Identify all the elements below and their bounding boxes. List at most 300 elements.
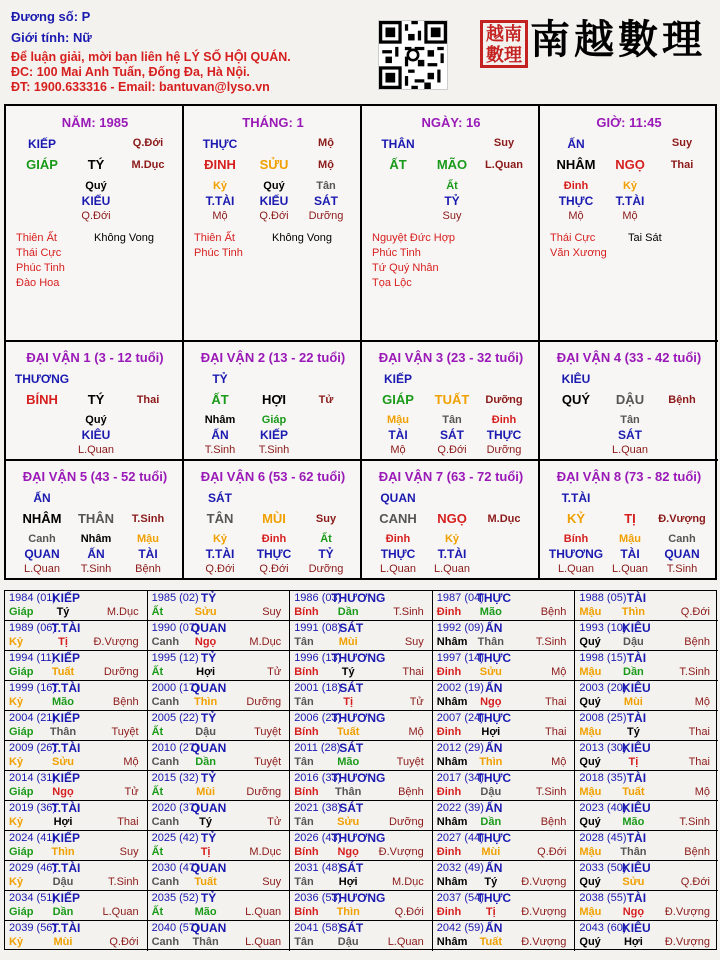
year-cell[interactable] [433,861,576,891]
hidden-phase: Mộ [622,210,638,222]
year-branch: Dậu [480,786,502,798]
star-name: Văn Xương [550,247,607,259]
luck-hidden-god: TỶ [318,547,334,561]
pillar-phase-top: Mộ [318,137,334,149]
year-label: 1991 (08) [294,622,342,634]
star-name: Đào Hoa [16,277,60,289]
year-stem: Kỷ [9,816,24,828]
year-label: 2042 (59) [436,922,484,934]
year-cell[interactable] [433,591,576,621]
star-name: Phúc Tinh [194,247,243,259]
year-phase: Tuyệt [254,726,282,738]
year-cell[interactable] [575,831,718,861]
year-label: 2015 (32) [151,772,199,784]
year-god: T.TÀI [51,741,81,755]
pillar-god: KIẾP [27,137,57,151]
year-label: 1994 (11) [9,652,56,664]
year-cell[interactable] [290,861,433,891]
year-cell[interactable] [575,801,718,831]
year-label: 2016 (33) [294,772,342,784]
hidden-god: TỶ [444,194,460,208]
year-cell[interactable] [5,711,148,741]
year-phase: Bệnh [684,846,710,858]
year-label: 2008 (25) [579,712,627,724]
year-cell[interactable] [433,801,576,831]
year-phase: Bệnh [540,816,567,828]
year-phase: M.Dục [249,846,282,858]
luck-hidden-stem: Canh [28,533,56,545]
year-phase: Mộ [551,666,567,678]
year-phase: L.Quan [387,936,424,948]
year-cell[interactable] [575,591,718,621]
address-line: ĐC: 100 Mai Anh Tuấn, Đống Đa, Hà Nội. [11,65,250,79]
year-label: 2043 (60) [579,922,627,934]
year-stem: Kỷ [9,696,24,708]
pillar-stem: NHÂM [556,157,596,172]
year-god: T.TÀI [51,621,81,635]
year-stem: Ất [151,846,164,858]
year-cell[interactable] [148,681,291,711]
year-cell[interactable] [148,741,291,771]
year-phase: Mộ [408,726,424,738]
year-label: 2030 (47) [151,862,199,874]
luck-phase: Đ.Vượng [658,513,706,525]
luck-phase: M.Dục [487,513,521,525]
hidden-stem: Quý [85,180,107,192]
pillar-stem: ĐINH [204,157,236,172]
year-label: 2001 (18) [294,682,342,694]
luck-hidden-god: SÁT [618,428,642,442]
year-cell[interactable] [148,711,291,741]
year-cell[interactable] [148,891,291,921]
luck-branch: DẬU [615,392,645,407]
year-phase: Tử [267,666,282,678]
year-phase: Tuyệt [254,756,282,768]
luck-stem: NHÂM [22,511,62,526]
pillar-4 [540,106,718,342]
year-cell[interactable] [290,891,433,921]
year-cell[interactable] [433,741,576,771]
year-label: 2033 (50) [579,862,627,874]
year-branch: Tý [199,816,213,828]
luck-stem: GIÁP [382,392,414,407]
star-name: Thiên Ất [16,232,57,244]
year-phase: Đ.Vượng [664,936,710,948]
year-label: 1984 (01) [9,592,57,604]
year-branch: Mùi [196,786,216,798]
luck-hidden-stem: Tân [620,414,640,426]
year-god: T.TÀI [51,861,81,875]
year-god: QUAN [190,741,227,755]
year-god: T.TÀI [51,921,81,935]
year-branch: Mão [194,906,217,918]
year-god: KIẾP [51,591,80,605]
star-name: Tọa Lộc [372,277,412,289]
year-phase: Dưỡng [246,696,282,708]
year-label: 1993 (10) [579,622,627,634]
year-branch: Hợi [53,816,73,828]
year-cell[interactable] [433,621,576,651]
luck-pillar-6[interactable] [184,461,362,579]
year-stem: Tân [294,636,314,648]
year-stem: Ất [151,606,164,618]
year-branch: Dần [337,606,359,618]
pillar-phase: L.Quan [485,159,523,171]
year-cell[interactable] [433,651,576,681]
year-label: 2021 (38) [294,802,342,814]
year-god: KIẾP [51,891,80,905]
hidden-stem: Đinh [563,180,589,192]
year-cell[interactable] [575,771,718,801]
year-phase: M.Dục [106,606,139,618]
year-branch: Dậu [195,726,216,738]
luck-branch: TÝ [87,392,105,407]
year-cell[interactable] [290,621,433,651]
year-god: SÁT [339,801,364,815]
luck-hidden-stem: Đinh [385,533,411,545]
luck-hidden-god: TÀI [620,547,640,561]
hidden-god: SÁT [314,194,338,208]
year-phase: Đ.Vượng [93,636,139,648]
year-cell[interactable] [575,651,718,681]
year-cell[interactable] [290,651,433,681]
luck-hidden-stem: Mậu [137,533,159,545]
luck-pillar-4[interactable] [540,342,718,461]
luck-hidden-phase: L.Quan [23,563,61,575]
year-phase: Thai [688,726,710,738]
year-branch: Hợi [196,666,216,678]
year-god: QUAN [190,801,227,815]
year-cell[interactable] [5,621,148,651]
year-cell[interactable] [290,591,433,621]
year-branch: Dậu [337,936,359,948]
year-phase: M.Dục [249,636,282,648]
year-cell[interactable] [575,741,718,771]
phone-email-line[interactable]: ĐT: 1900.633316 - Email: bantuvan@lyso.vn [11,80,270,94]
year-label: 1992 (09) [436,622,484,634]
year-god: ẤN [485,681,503,695]
year-phase: Đ.Vượng [378,846,424,858]
year-stem: Kỷ [9,756,24,768]
year-stem: Nhâm [436,936,468,948]
year-branch: Mùi [53,936,73,948]
year-cell[interactable] [148,591,291,621]
luck-title: ĐẠI VẬN 6 (53 - 62 tuổi) [200,469,346,484]
year-god: THƯƠNG [331,591,386,605]
year-stem: Bính [294,726,319,738]
luck-hidden-phase: Dưỡng [308,563,344,575]
year-stem: Giáp [9,786,34,798]
year-god: THỰC [476,771,512,785]
year-phase: Thai [117,816,139,828]
hidden-phase: Dưỡng [308,210,344,222]
year-god: T.TÀI [51,681,81,695]
year-cell[interactable] [290,831,433,861]
luck-pillar-5[interactable] [6,461,184,579]
year-label: 2036 (53) [294,892,342,904]
year-stem: Mậu [579,846,602,858]
luck-hidden-phase: L.Quan [611,563,649,575]
luck-hidden-god: THỰC [486,428,522,442]
pillar-phase: M.Dục [131,159,165,171]
year-cell[interactable] [575,621,718,651]
year-branch: Ngọ [480,696,502,708]
year-cell[interactable] [290,801,433,831]
year-cell[interactable] [148,651,291,681]
pillar-title: GIỜ: 11:45 [596,115,662,130]
year-god: THỰC [476,891,512,905]
year-stem: Quý [579,756,601,768]
luck-phase: T.Sinh [131,513,165,525]
year-god: KIÊU [622,621,651,635]
luck-hidden-stem: Tân [442,414,462,426]
year-cell[interactable] [148,801,291,831]
year-phase: T.Sinh [679,666,710,678]
luck-hidden-god: THỰC [380,547,416,561]
year-god: QUAN [190,681,227,695]
year-phase: Q.Đới [537,846,567,858]
year-phase: Suy [262,876,282,888]
year-label: 1999 (16) [9,682,57,694]
year-cell[interactable] [5,921,148,951]
luck-hidden-phase: T.Sinh [666,563,698,575]
year-phase: Suy [404,636,424,648]
year-branch: Ngọ [52,786,74,798]
year-phase: Tử [409,696,424,708]
pillar-phase-top: Q.Đới [132,137,164,149]
luck-hidden-stem: Bính [563,533,589,545]
year-branch: Thân [49,726,77,738]
pillar-phase: Thai [670,159,694,171]
year-stem: Bính [294,786,319,798]
luck-hidden-god: SÁT [440,428,464,442]
pillar-stem: GIÁP [26,157,58,172]
year-god: SÁT [339,621,364,635]
year-cell[interactable] [433,891,576,921]
luck-hidden-stem: Kỷ [444,533,460,545]
year-stem: Mậu [579,606,602,618]
year-cell[interactable] [5,771,148,801]
qr-code-icon[interactable] [378,20,448,90]
year-label: 1995 (12) [151,652,199,664]
year-god: KIÊU [622,741,651,755]
luck-phase: Dưỡng [485,394,523,406]
star-name: Phúc Tinh [372,247,421,259]
year-label: 1985 (02) [151,592,199,604]
luck-pillar-7[interactable] [362,461,540,579]
year-cell[interactable] [290,681,433,711]
year-cell[interactable] [575,681,718,711]
year-cell[interactable] [148,921,291,951]
year-phase: T.Sinh [535,636,567,648]
year-god: TỶ [200,771,217,785]
luck-hidden-stem: Ất [320,533,332,545]
year-cell[interactable] [575,711,718,741]
year-cell[interactable] [148,621,291,651]
year-branch: Tị [343,696,354,708]
year-god: TỶ [200,831,217,845]
luck-hidden-phase: L.Quan [379,563,417,575]
year-branch: Dậu [623,636,644,648]
year-cell[interactable] [575,891,718,921]
year-god: THỰC [476,591,512,605]
luck-title: ĐẠI VẬN 3 (23 - 32 tuổi) [378,350,524,365]
year-cell[interactable] [5,801,148,831]
year-stem: Đinh [436,846,462,858]
year-phase: Tuyệt [396,756,424,768]
luck-pillar-3[interactable] [362,342,540,461]
luck-stem: TÂN [206,511,234,526]
luck-branch: MÙI [262,511,286,526]
year-branch: Hợi [338,876,358,888]
year-cell[interactable] [5,891,148,921]
year-cell[interactable] [148,831,291,861]
year-god: TÀI [626,711,647,725]
year-stem: Giáp [9,846,34,858]
pillar-title: NĂM: 1985 [61,115,129,130]
year-phase: Bệnh [112,696,139,708]
luck-god: KIẾP [383,372,413,386]
luck-hidden-god: KIÊU [81,428,111,442]
year-branch: Tý [626,726,640,738]
luck-hidden-phase: T.Sinh [80,563,112,575]
year-cell[interactable] [290,921,433,951]
year-cell[interactable] [290,741,433,771]
star-name: Tai Sát [628,232,662,244]
chart-box [4,104,717,580]
owner-name: Đương số: P [11,9,91,24]
year-stem: Canh [151,936,180,948]
year-stem: Đinh [436,606,462,618]
year-phase: T.Sinh [535,786,567,798]
year-cell[interactable] [290,711,433,741]
year-god: TÀI [626,891,647,905]
luck-hidden-stem: Nhâm [204,414,236,426]
pillar-branch: SỬU [259,157,289,172]
year-stem: Nhâm [436,636,468,648]
pillar-3 [362,106,540,342]
year-branch: Mùi [338,636,358,648]
year-label: 2040 (57) [151,922,199,934]
year-god: THƯƠNG [331,711,386,725]
year-branch: Sửu [194,606,217,618]
year-label: 2014 (31) [9,772,57,784]
luck-hidden-stem: Quý [85,414,107,426]
year-god: QUAN [190,621,227,635]
luck-pillar-8[interactable] [540,461,718,579]
year-cell[interactable] [148,771,291,801]
year-phase: Mộ [694,786,710,798]
year-god: THƯƠNG [331,651,386,665]
luck-title: ĐẠI VẬN 8 (73 - 82 tuổi) [556,469,702,484]
luck-hidden-god: THƯƠNG [548,547,604,561]
year-cell[interactable] [290,771,433,801]
year-branch: Tị [200,846,211,858]
star-name: Thái Cực [550,232,596,244]
year-label: 2010 (27) [151,742,199,754]
year-label: 2007 (24) [436,712,484,724]
pillar-branch: MÃO [436,157,468,172]
pillar-phase: Mộ [318,159,334,171]
year-phase: Suy [119,846,139,858]
year-god: QUAN [190,861,227,875]
year-branch: Mão [337,756,360,768]
year-stem: Bính [294,846,319,858]
hidden-god: T.TÀI [615,194,645,208]
luck-hidden-god: ẤN [211,428,229,442]
year-cell[interactable] [433,771,576,801]
year-branch: Tị [485,906,496,918]
year-branch: Ngọ [337,846,359,858]
year-cell[interactable] [433,831,576,861]
year-cell[interactable] [148,861,291,891]
hidden-god: THỰC [558,194,594,208]
year-stem: Quý [579,936,601,948]
hidden-god: T.TÀI [205,194,235,208]
year-cell[interactable] [5,831,148,861]
year-label: 2041 (58) [294,922,342,934]
luck-hidden-stem: Nhâm [80,533,112,545]
year-label: 2017 (34) [436,772,484,784]
year-cell[interactable] [433,681,576,711]
luck-hidden-phase: Q.Đới [259,563,289,575]
year-branch: Thìn [621,606,645,618]
year-label: 2031 (48) [294,862,342,874]
year-label: 2003 (20) [579,682,627,694]
pillar-phase-top: Suy [493,137,515,149]
luck-hidden-phase: L.Quan [611,444,649,456]
luck-phase: Tử [318,394,334,406]
year-god: ẤN [485,801,503,815]
luck-hidden-god: TÀI [138,547,158,561]
year-label: 1996 (13) [294,652,342,664]
luck-branch: THÂN [77,511,115,526]
year-label: 2039 (56) [9,922,57,934]
year-cell[interactable] [433,711,576,741]
year-cell[interactable] [5,591,148,621]
luck-pillar-2[interactable] [184,342,362,461]
luck-stem: ẤT [211,392,229,407]
star-name: Phúc Tinh [16,262,65,274]
luck-hidden-phase: T.Sinh [204,444,236,456]
year-cell[interactable] [5,741,148,771]
year-cell[interactable] [5,681,148,711]
year-god: TỶ [200,591,217,605]
year-cell[interactable] [5,861,148,891]
year-stem: Giáp [9,726,34,738]
year-stem: Bính [294,906,319,918]
year-god: THỰC [476,831,512,845]
year-cell[interactable] [433,921,576,951]
year-god: SÁT [339,921,364,935]
year-label: 2012 (29) [436,742,484,754]
hidden-god: KIẾU [259,194,289,208]
luck-god: SÁT [208,491,232,505]
year-label: 1988 (05) [579,592,627,604]
luck-hidden-stem: Giáp [261,414,287,426]
year-phase: Bệnh [684,636,710,648]
year-god: TỶ [200,711,217,725]
year-stem: Tân [294,696,314,708]
luck-pillar-1[interactable] [6,342,184,461]
luck-hidden-phase: L.Quan [77,444,115,456]
year-cell[interactable] [5,651,148,681]
year-branch: Tị [58,636,68,648]
year-phase: Bệnh [398,786,424,798]
year-cell[interactable] [575,861,718,891]
year-cell[interactable] [575,921,718,951]
year-branch: Hợi [623,936,643,948]
